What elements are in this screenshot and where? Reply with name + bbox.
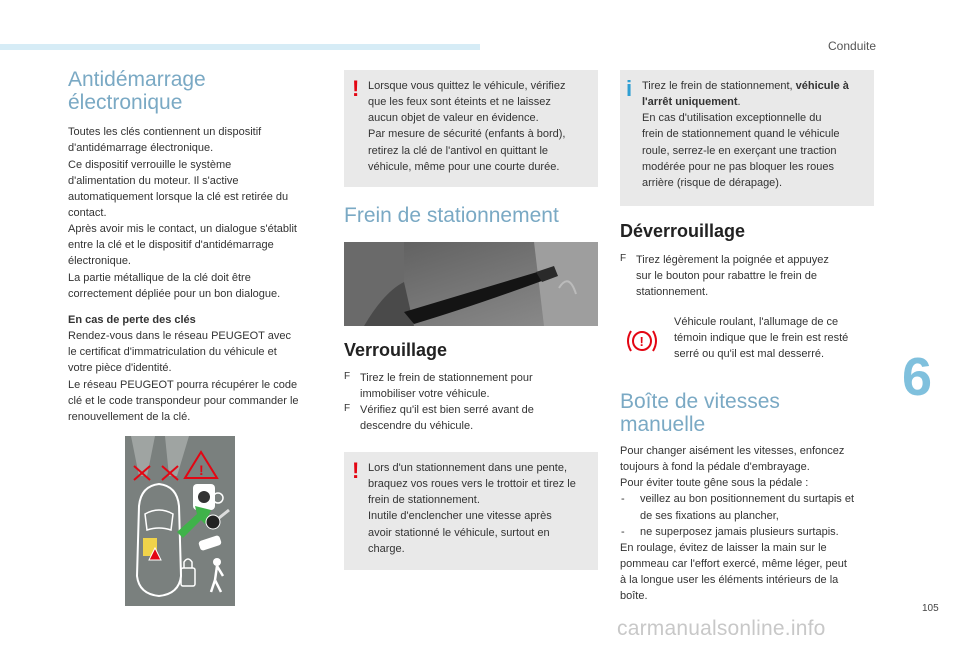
text-line: roule, serrez-le en exerçant une traction: [642, 144, 837, 157]
text-line: Véhicule roulant, l'allumage de ce: [674, 316, 839, 328]
text-line: immobiliser votre véhicule.: [360, 388, 490, 401]
text-line: Inutile d'enclencher une vitesse après: [368, 510, 552, 523]
antidemarrage-title-line2: électronique: [68, 91, 183, 115]
watermark: carmanualsonline.info: [617, 617, 826, 640]
text-line: - veillez au bon positionnement du surtapis et: [640, 493, 855, 506]
text-line: votre pièce d'identité.: [68, 362, 172, 375]
text-line: charge.: [368, 542, 405, 555]
text-line: F Tirez le frein de stationnement pour: [360, 372, 533, 384]
info-text-line1-bold: véhicule à: [795, 80, 849, 92]
gearbox-title: [620, 390, 780, 436]
chapter-number: 6: [902, 347, 933, 407]
warning-lamp-text: [674, 314, 874, 362]
text-line: de ses fixations au plancher,: [640, 509, 779, 522]
text-line: renouvellement de la clé.: [68, 410, 191, 423]
text-line: Toutes les clés contiennent un dispositif: [68, 126, 262, 139]
list-item: [344, 402, 594, 434]
text-line: véhicule, même pour une courte durée.: [368, 160, 560, 173]
key-icon: [206, 515, 220, 529]
gearbox-text: [620, 443, 878, 605]
parking-brake-title: Frein de stationnement: [344, 204, 559, 227]
text-line: avoir stationné le véhicule, surtout en: [368, 526, 550, 539]
text-line: Rendez-vous dans le réseau PEUGEOT avec: [68, 330, 291, 343]
text-line: automatiquement lorsque la clé est retirée du: [68, 190, 289, 203]
key-loss-title: En cas de perte des clés: [68, 313, 196, 326]
antidemarrage-title: [68, 68, 328, 114]
text-line: clé et le code transpondeur pour commander le: [68, 394, 299, 407]
header-bar: [0, 44, 480, 50]
warning-text: [368, 78, 594, 175]
text-line: Par mesure de sécurité (enfants à bord),: [368, 128, 566, 141]
text-line: Lorsque vous quittez le véhicule, vérifiez: [368, 80, 566, 92]
text-line: frein de stationnement.: [368, 494, 480, 507]
parking-brake-photo: [344, 242, 598, 326]
text-line: Lors d'un stationnement dans une pente,: [368, 462, 568, 474]
gearbox-intro: [620, 443, 878, 491]
svg-text:!: !: [199, 462, 204, 478]
text-line: descendre du véhicule.: [360, 420, 474, 433]
text-line: F Tirez légèrement la poignée et appuyez: [636, 254, 829, 266]
list-item: [620, 252, 874, 300]
text-line: retirez la clé de l'antivol en quittant le: [368, 144, 549, 157]
text-line: correctement dépliée pour un bon dialogue.: [68, 287, 281, 300]
antidemarrage-section: [68, 68, 328, 425]
immobiliser-illustration: [125, 436, 235, 606]
text-line: que les feux sont éteints et ne laissez: [368, 96, 551, 109]
section-label: Conduite: [828, 39, 877, 53]
antidemarrage-text: [68, 124, 328, 302]
unlocking-title: Déverrouillage: [620, 221, 746, 241]
gearbox-title-line2: manuelle: [620, 413, 706, 437]
text-line: Ce dispositif verrouille le système: [68, 158, 232, 171]
warning-box-slope-parking: [344, 452, 598, 570]
text-line: Pour changer aisément les vitesses, enfoncez: [620, 445, 845, 457]
pedestrian-icon: [213, 558, 221, 566]
info-text-line2-bold: l'arrêt uniquement: [642, 96, 738, 109]
warning-icon: !: [352, 76, 360, 101]
text-line: La partie métallique de la clé doit être: [68, 271, 251, 284]
text-line: toujours à fond la pédale d'embrayage.: [620, 461, 810, 474]
text-line: frein de stationnement quand le véhicule: [642, 128, 840, 141]
gearbox-outro: [620, 540, 878, 605]
page-number: 105: [922, 603, 939, 614]
text-line: sur le bouton pour rabattre le frein de: [636, 270, 818, 283]
locking-instructions: [344, 370, 594, 435]
key-loss-text: [68, 312, 328, 425]
warning-text: [368, 460, 596, 557]
text-line: En cas d'utilisation exceptionnelle du: [642, 112, 822, 125]
locking-title: Verrouillage: [344, 340, 448, 360]
text-line: Après avoir mis le contact, un dialogue s'établit: [68, 223, 297, 236]
text-line: le certificat d'immatriculation du véhicule et: [68, 346, 277, 359]
antidemarrage-title-line1: Antidémarrage: [68, 68, 206, 91]
info-text: [642, 78, 870, 191]
text-line: stationnement.: [636, 286, 709, 299]
text-line: témoin indique que le frein est resté: [674, 332, 849, 345]
warning-box-leaving-vehicle: [344, 70, 598, 187]
svg-text:!: !: [639, 334, 644, 349]
info-box-parking-brake: [620, 70, 874, 206]
text-line: entre la clé et le dispositif d'antidémarrage: [68, 239, 274, 252]
text-line: arrière (risque de dérapage).: [642, 176, 783, 189]
text-line: braquez vos roues vers le trottoir et tirez le: [368, 478, 576, 491]
text-line: aucun objet de valeur en évidence.: [368, 112, 539, 125]
text-line: F Vérifiez qu'il est bien serré avant de: [360, 404, 534, 417]
text-line: boîte.: [620, 590, 648, 603]
warning-icon: !: [352, 458, 360, 483]
text-line: pommeau car l'effort exercé, même léger, peut: [620, 558, 847, 571]
gearbox-title-line1: Boîte de vitesses: [620, 390, 780, 413]
text-line: serré ou qu'il est mal desserré.: [674, 348, 825, 361]
text-line: - ne superposez jamais plusieurs surtapis.: [640, 525, 839, 538]
list-item: [620, 524, 878, 540]
text-line: électronique.: [68, 255, 131, 268]
text-line: modérée pour ne pas bloquer les roues: [642, 160, 835, 173]
info-text-line2: .: [737, 96, 741, 109]
list-item: [620, 491, 878, 523]
text-line: Le réseau PEUGEOT pourra récupérer le code: [68, 378, 298, 391]
text-line: En roulage, évitez de laisser la main sur le: [620, 541, 827, 554]
list-item: [344, 370, 594, 402]
info-text-line1: Tirez le frein de stationnement,: [642, 80, 796, 92]
text-line: Pour éviter toute gêne sous la pédale :: [620, 477, 809, 490]
text-line: d'alimentation du moteur. Il s'active: [68, 174, 239, 187]
text-line: d'antidémarrage électronique.: [68, 142, 214, 155]
info-icon: i: [626, 76, 633, 101]
brake-warning-lamp-icon: [624, 326, 660, 356]
unlocking-instructions: [620, 252, 874, 300]
text-line: contact.: [68, 206, 107, 219]
text-line: à la longue user les éléments intérieurs de la: [620, 574, 839, 587]
